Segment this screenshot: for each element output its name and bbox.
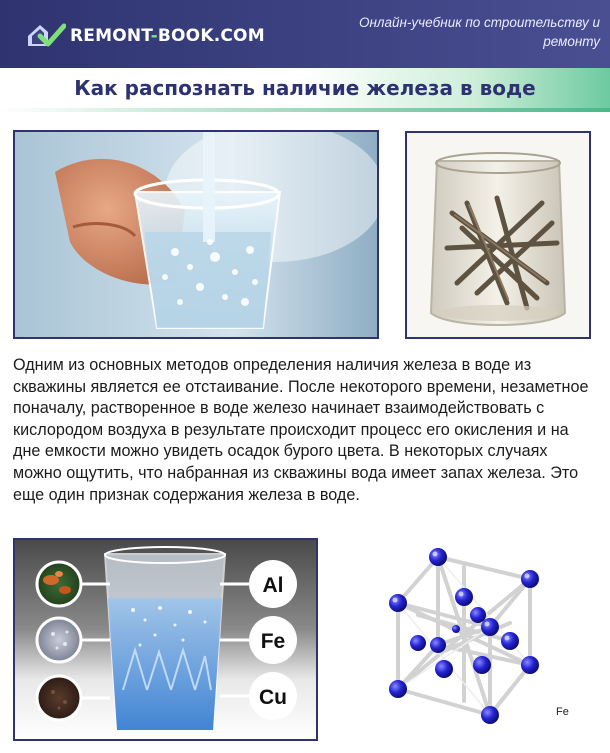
site-tagline: Онлайн-учебник по строительству и ремонту — [358, 15, 600, 49]
nails-in-water-photo — [405, 131, 591, 339]
article-paragraph: Одним из основных методов определения наличия железа в воде из скважины является ее отстаивание. После некоторого времени, незаметное поначалу, растворенное в воде железо начинает взаимодействовать с кислородом воздуха в результате происходит процесс его окисления и на дне емкости можно увидеть осадок бурого цвета. В некоторых случаях можно ощутить, что набранная из скважины вода имеет запах железа. Это еще один признак содержания железа в воде. — [13, 356, 589, 504]
crystal-element-label: Fe — [556, 706, 569, 718]
title-band — [0, 68, 610, 112]
svg-text:Cu: Cu — [259, 686, 287, 709]
water-pouring-photo — [13, 130, 379, 339]
svg-text:Fe: Fe — [260, 630, 286, 653]
site-header — [0, 0, 610, 68]
svg-text:Al: Al — [262, 574, 284, 597]
glass-elements-photo — [13, 538, 318, 741]
house-logo-icon[interactable] — [26, 22, 66, 48]
page-title: Как распознать наличие железа в воде — [74, 76, 536, 100]
title-underline — [0, 108, 610, 112]
site-name-link[interactable]: REMONT-BOOK.COM — [70, 26, 265, 46]
